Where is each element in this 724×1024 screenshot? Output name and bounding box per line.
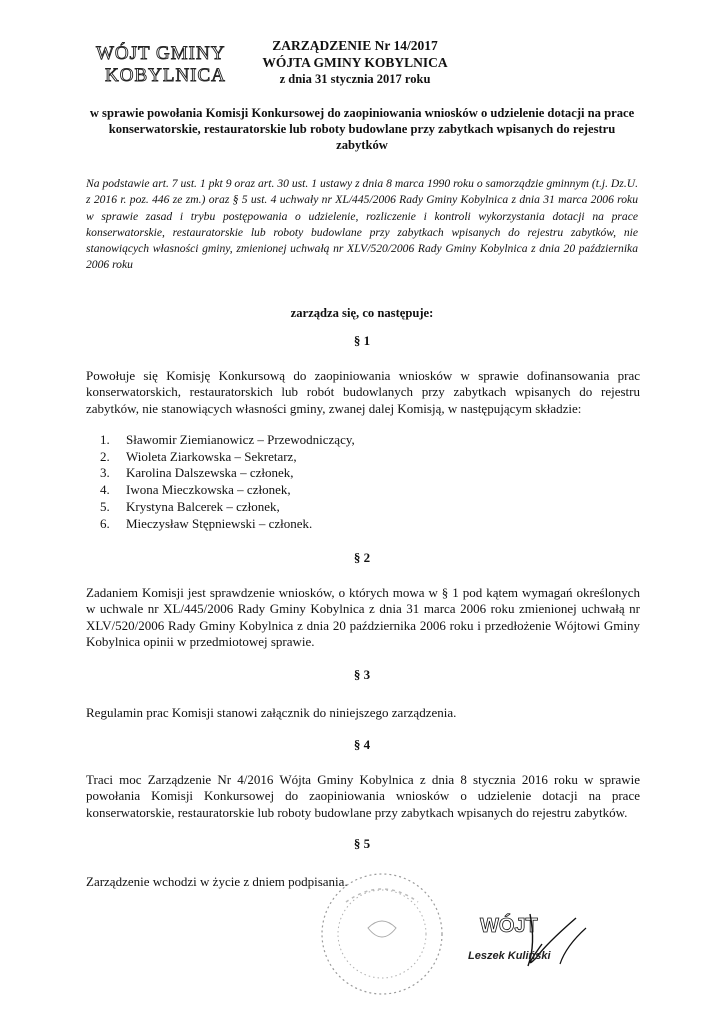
list-item [100,432,355,449]
section-5-text: Zarządzenie wchodzi w życie z dniem podpisania. [86,874,348,889]
member-number: 2. [100,448,110,464]
member-number: 5. [100,498,110,514]
member-number: 3. [100,465,110,481]
member-number: 1. [100,432,110,447]
committee-members-list [100,432,355,532]
section-3-title: § 3 [353,667,371,682]
member-entry: Karolina Dalszewska – członek, [126,465,294,481]
signatory-name: Leszek Kuliński [468,950,551,962]
document-title: ZARZĄDZENIE Nr 14/2017 [272,38,438,53]
official-seal-icon [316,868,448,1000]
member-number: 4. [100,482,110,498]
list-item [100,465,355,482]
member-entry: Iwona Mieczkowska – członek, [126,482,291,498]
section-3-text: Regulamin prac Komisji stanowi załącznik do niniejszego zarządzenia. [86,705,457,720]
section-1-text: Powołuje się Komisję Konkursową do zaopiniowania wniosków w sprawie dofinansowania prac konserwatorskich, restauratorskich lub robót budowlanych przy zabytkach wpisanych do rejestru zabytków, nie stanowiących własności gminy, zwanej dalej Komisją, w następującym składzie: [86,368,640,416]
list-item [100,482,355,499]
member-entry: Wioleta Ziarkowska – Sekretarz, [126,448,297,464]
section-5-title: § 5 [353,836,371,851]
section-4-text: Traci moc Zarządzenie Nr 4/2016 Wójta Gminy Kobylnica z dnia 8 stycznia 2016 roku w sprawie powołania Komisji Konkursowej do zaopiniowania wniosków o udzielenie dotacji na prace konserwatorskie, restauratorskie lub roboty budowlane przy zabytkach wpisanych do rejestru zabytków. [86,772,640,820]
signature-stamp-icon [458,900,598,980]
list-item [100,516,355,533]
section-4-title: § 4 [353,737,371,752]
list-item [100,449,355,466]
issuing-authority: WÓJTA GMINY KOBYLNICA [262,55,448,70]
section-2-text: Zadaniem Komisji jest sprawdzenie wniosków, o których mowa w § 1 pod kątem wymagań określonych w uchwale nr XL/445/2006 Rady Gminy Kobylnica z dnia 31 marca 2006 roku zmienionej uchwałą nr XLV/520/2006 Rady Gminy Kobylnica z dnia 20 października 2006 roku i przedłożenie Wójtowi Gminy Kobylnica opinii w przedmiotowej sprawie. [86,585,640,650]
member-entry: Sławomir Ziemianowicz – Przewodniczący, [126,432,355,447]
section-1-title: § 1 [353,333,371,348]
decree-phrase: zarządza się, co następuje: [290,306,434,320]
list-item [100,499,355,516]
office-stamp-line-1: WÓJT GMINY [96,43,226,64]
office-stamp-line-2: KOBYLNICA [105,65,226,86]
signature-title: WÓJT [480,915,538,937]
member-entry: Mieczysław Stępniewski – członek. [126,515,313,531]
document-date: z dnia 31 stycznia 2017 roku [279,72,431,86]
section-2-title: § 2 [353,550,371,565]
legal-basis: Na podstawie art. 7 ust. 1 pkt 9 oraz art. 30 ust. 1 ustawy z dnia 8 marca 1990 roku o samorządzie gminnym (t.j. Dz.U. z 2016 r. poz. 446 ze zm.) oraz § 5 ust. 4 uchwały nr XL/445/2006 Rady Gminy Kobylnica z dnia 31 marca 2006 roku w sprawie zasad i trybu postępowania o udzielenie, rozliczenie i kontroli wykorzystania dotacji na prace konserwatorskie, restauratorskie lub roboty budowlane przy zabytkach wpisanych do rejestru zabytków, nie stanowiących własności gminy, zmienionej uchwałą nr XLV/520/2006 Rady Gminy Kobylnica z dnia 20 października 2006 roku [86,177,638,272]
member-entry: Krystyna Balcerek – członek, [126,498,280,514]
document-subject: w sprawie powołania Komisji Konkursowej do zaopiniowania wniosków o udzielenie dotacji na prace konserwatorskie, restauratorskie lub roboty budowlane przy zabytkach wpisanych do rejestru zabytków [89,106,635,152]
member-number: 6. [100,515,110,531]
